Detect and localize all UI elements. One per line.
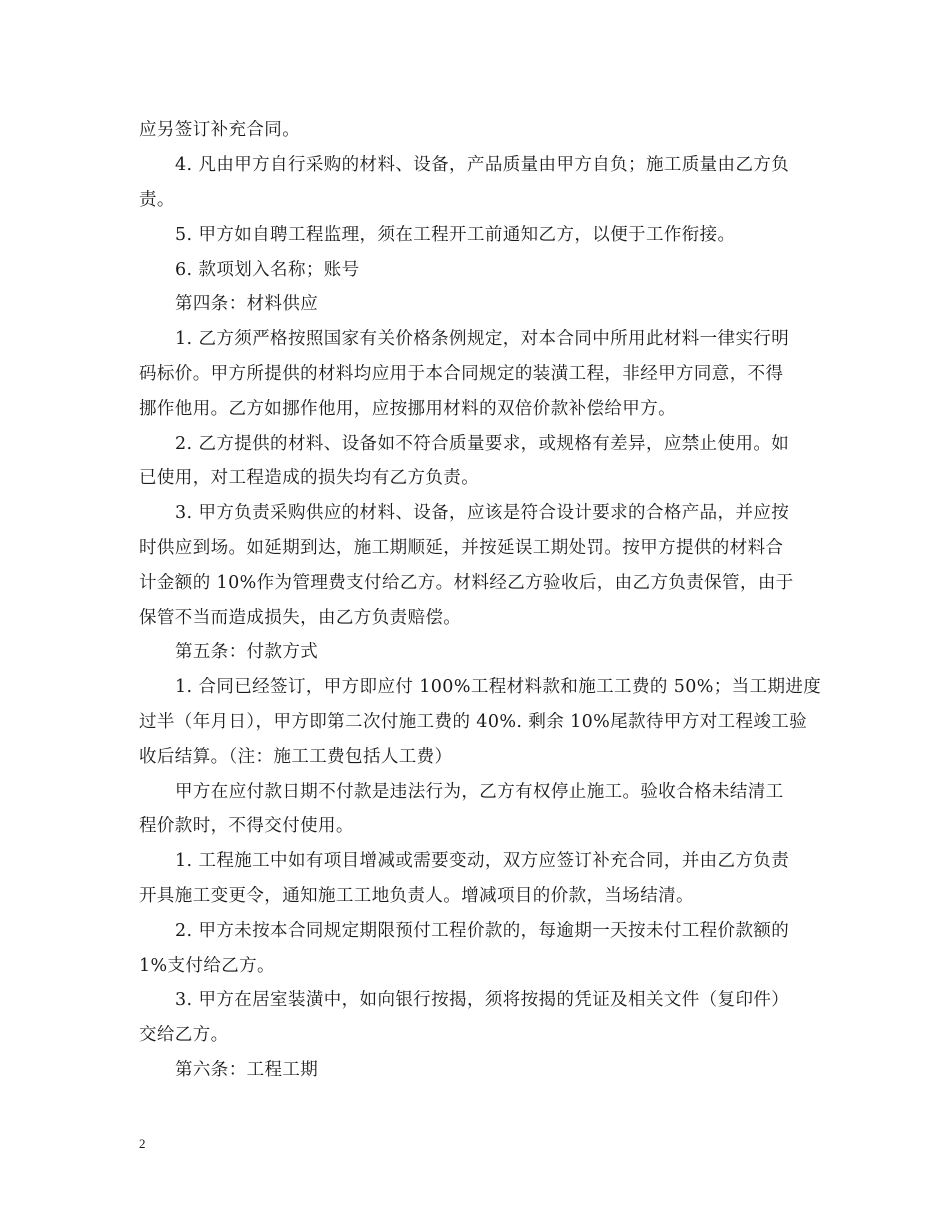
text-line: 码标价。甲方所提供的材料均应用于本合同规定的装潢工程，非经甲方同意，不得 [139, 364, 784, 384]
text-line: 3. 甲方在居室装潢中，如向银行按揭，须将按揭的凭证及相关文件（复印件） [175, 990, 790, 1010]
text-line: 甲方在应付款日期不付款是违法行为，乙方有权停止施工。验收合格未结清工 [175, 782, 784, 802]
text-line: 交给乙方。 [139, 1025, 229, 1045]
text-line: 2. 甲方未按本合同规定期限预付工程价款的，每逾期一天按未付工程价款额的 [175, 921, 790, 941]
text-line: 2. 乙方提供的材料、设备如不符合质量要求，或规格有差异，应禁止使用。如 [175, 434, 790, 454]
text-line: 程价款时，不得交付使用。 [139, 816, 354, 836]
section-heading: 第四条：材料供应 [175, 294, 319, 314]
text-line: 时供应到场。如延期到达，施工期顺延，并按延误工期处罚。按甲方提供的材料合 [139, 538, 784, 558]
text-line: 责。 [139, 190, 175, 210]
page-number: 2 [139, 1136, 146, 1151]
section-heading: 第六条：工程工期 [175, 1060, 319, 1080]
text-line: 开具施工变更令，通知施工工地负责人。增减项目的价款，当场结清。 [139, 886, 694, 906]
text-line: 1%支付给乙方。 [139, 956, 275, 976]
text-line: 过半（年月日），甲方即第二次付施工费的 40%. 剩余 10%尾款待甲方对工程竣工验 [139, 712, 808, 732]
text-line: 5. 甲方如自聘工程监理，须在工程开工前通知乙方，以便于工作衔接。 [175, 225, 736, 245]
text-line: 1. 工程施工中如有项目增减或需要变动，双方应签订补充合同，并由乙方负责 [175, 851, 790, 871]
text-line: 6. 款项划入名称；账号 [175, 260, 360, 280]
text-line: 1. 合同已经签订，甲方即应付 100%工程材料款和施工工费的 50%；当工期进度 [175, 677, 822, 697]
text-line: 保管不当而造成损失，由乙方负责赔偿。 [139, 608, 462, 628]
text-line: 4. 凡由甲方自行采购的材料、设备，产品质量由甲方自负；施工质量由乙方负 [175, 155, 790, 175]
text-line: 已使用，对工程造成的损失均有乙方负责。 [139, 468, 480, 488]
text-line: 计金额的 10%作为管理费支付给乙方。材料经乙方验收后，由乙方负责保管，由于 [139, 573, 794, 593]
section-heading: 第五条：付款方式 [175, 642, 319, 662]
text-line: 挪作他用。乙方如挪作他用，应按挪用材料的双倍价款补偿给甲方。 [139, 399, 676, 419]
text-line: 收后结算。（注：施工工费包括人工费） [139, 747, 453, 767]
text-line: 1. 乙方须严格按照国家有关价格条例规定，对本合同中所用此材料一律实行明 [175, 329, 790, 349]
text-line: 应另签订补充合同。 [139, 120, 301, 140]
text-line: 3. 甲方负责采购供应的材料、设备，应该是符合设计要求的合格产品，并应按 [175, 503, 790, 523]
